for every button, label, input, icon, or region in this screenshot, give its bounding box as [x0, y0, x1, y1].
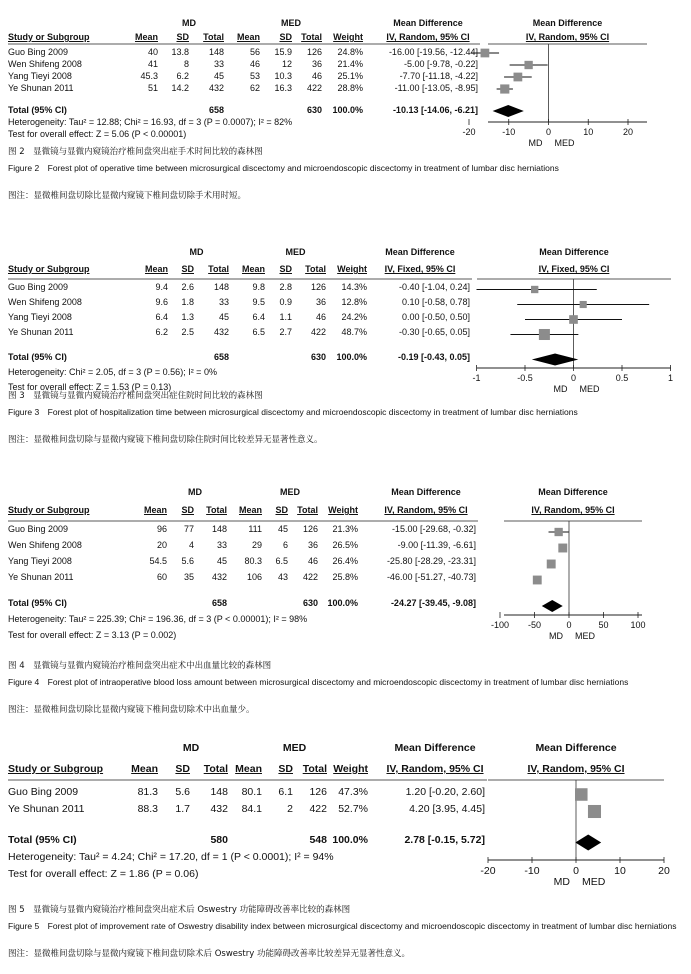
total-label: Total (95% CI)	[8, 834, 77, 846]
study-marker	[575, 788, 588, 801]
md-sd-value: 6.2	[176, 71, 189, 81]
axis-favours-med: MED	[582, 876, 606, 888]
axis-favours-md: MD	[553, 876, 570, 888]
med-sd-value: 12	[281, 59, 292, 69]
weight-value: 25.8%	[332, 572, 358, 582]
x-tick-label: -20	[462, 127, 476, 137]
med-total-value: 422	[309, 803, 327, 815]
med-mean-value: 9.8	[252, 282, 265, 292]
med-sd-value: 2.7	[279, 327, 292, 337]
md-total-value: 148	[211, 524, 227, 534]
axis-favours-med: MED	[575, 631, 595, 641]
med-sd-value: 2	[287, 803, 293, 815]
md-sd-value: 2.6	[181, 282, 194, 292]
total-label: Total (95% CI)	[8, 105, 67, 115]
study-column-header: Study or Subgroup	[8, 763, 104, 775]
axis-favours-md: MD	[549, 631, 563, 641]
md-group-header: MD	[182, 18, 196, 28]
med-total-header: Total	[302, 763, 327, 775]
md-mean-value: 40	[147, 47, 158, 57]
x-tick-label: -0.5	[517, 373, 533, 383]
study-column-header: Study or Subgroup	[8, 505, 90, 515]
med-total-sum: 548	[309, 834, 327, 846]
x-tick-label: 0	[566, 620, 572, 630]
med-mean-header: Mean	[238, 505, 262, 515]
md-total-value: 45	[218, 312, 229, 322]
x-tick-label: 20	[658, 865, 670, 877]
overall-diamond	[575, 835, 601, 851]
med-mean-header: Mean	[241, 264, 265, 274]
md-mean-value: 54.5	[149, 556, 167, 566]
weight-value: 12.8%	[341, 297, 367, 307]
weight-value: 25.1%	[337, 71, 363, 81]
med-sd-value: 43	[277, 572, 288, 582]
method-header: IV, Random, 95% CI	[386, 763, 484, 775]
x-tick-label: -100	[490, 620, 509, 630]
axis-favours-md: MD	[528, 138, 543, 148]
ci-value: 4.20 [3.95, 4.45]	[409, 803, 485, 815]
x-tick-label: 50	[598, 620, 609, 630]
total-ci: 2.78 [-0.15, 5.72]	[404, 834, 485, 846]
plot-method-header: IV, Random, 95% CI	[527, 763, 625, 775]
med-total-value: 126	[306, 47, 322, 57]
md-sd-value: 14.2	[171, 83, 189, 93]
plot-mean-difference-header: Mean Difference	[535, 742, 617, 754]
plot-method-header: IV, Random, 95% CI	[525, 32, 610, 42]
med-mean-value: 6.5	[252, 327, 265, 337]
med-total-value: 422	[306, 83, 322, 93]
med-total-header: Total	[297, 505, 318, 515]
md-total-value: 33	[213, 59, 224, 69]
med-group-header: MED	[280, 487, 300, 497]
weight-value: 28.8%	[337, 83, 363, 93]
axis-favours-med: MED	[579, 384, 600, 394]
md-total-value: 45	[216, 556, 227, 566]
med-total-value: 36	[311, 59, 322, 69]
md-sd-value: 1.3	[181, 312, 194, 322]
plot-mean-difference-header: Mean Difference	[538, 487, 608, 497]
md-total-sum: 580	[210, 834, 228, 846]
study-name: Ye Shunan 2011	[8, 327, 74, 337]
weight-value: 21.3%	[332, 524, 358, 534]
total-ci: -10.13 [-14.06, -6.21]	[392, 105, 478, 115]
x-tick-label: -20	[480, 865, 496, 877]
md-sd-header: SD	[181, 264, 194, 274]
md-total-sum: 658	[211, 598, 227, 608]
md-sd-value: 5.6	[181, 556, 194, 566]
md-total-value: 33	[216, 540, 227, 550]
heterogeneity-text: Heterogeneity: Chi² = 2.05, df = 3 (P = 0.56); I² = 0%	[8, 367, 217, 377]
weight-value: 24.2%	[341, 312, 367, 322]
med-sd-value: 1.1	[279, 312, 292, 322]
med-mean-value: 9.5	[252, 297, 265, 307]
study-name: Ye Shunan 2011	[8, 572, 74, 582]
study-name: Guo Bing 2009	[8, 786, 79, 798]
figure-caption-zh: 图 4 显微镜与显微内窥镜治疗椎间盘突出症术中出血量比较的森林图	[8, 661, 272, 671]
x-tick-label: 0	[545, 127, 551, 137]
med-total-value: 46	[315, 312, 326, 322]
figure-note-zh: 图注：显微椎间盘切除比显微内窥镜下椎间盘切除手术用时短。	[8, 191, 247, 201]
med-total-sum: 630	[306, 105, 322, 115]
figure-note-zh: 图注：显微椎间盘切除与显微内窥镜下椎间盘切除术后 Oswestry 功能障碍改善率比较差异无显著性意义。	[8, 949, 410, 959]
study-name: Ye Shunan 2011	[8, 83, 74, 93]
study-column-header: Study or Subgroup	[8, 32, 90, 42]
md-total-header: Total	[203, 763, 228, 775]
med-mean-value: 106	[246, 572, 262, 582]
md-sd-header: SD	[175, 763, 190, 775]
md-sd-value: 1.7	[175, 803, 190, 815]
med-total-header: Total	[301, 32, 322, 42]
study-name: Guo Bing 2009	[8, 282, 69, 292]
total-label: Total (95% CI)	[8, 598, 67, 608]
med-mean-value: 6.4	[252, 312, 265, 322]
med-sd-value: 10.3	[274, 71, 292, 81]
med-sd-value: 6.1	[278, 786, 293, 798]
total-label: Total (95% CI)	[8, 352, 67, 362]
heterogeneity-text: Heterogeneity: Tau² = 4.24; Chi² = 17.20, df = 1 (P < 0.0001); I² = 94%	[8, 851, 334, 863]
weight-value: 52.7%	[338, 803, 368, 815]
med-mean-value: 111	[248, 524, 262, 534]
md-total-value: 432	[213, 327, 229, 337]
med-mean-value: 53	[249, 71, 260, 81]
md-total-value: 148	[213, 282, 229, 292]
x-tick-label: 100	[630, 620, 646, 630]
study-name: Wen Shifeng 2008	[8, 59, 82, 69]
axis-favours-md: MD	[553, 384, 568, 394]
figure-caption-en: Figure 4 Forest plot of intraoperative blood loss amount between microsurgical discectomy and microendoscopic discectomy in treatment of lumbar disc herniations	[8, 677, 629, 687]
md-group-header: MD	[188, 487, 202, 497]
md-total-value: 432	[208, 83, 224, 93]
med-total-header: Total	[305, 264, 326, 274]
study-name: Yang Tieyi 2008	[8, 556, 72, 566]
x-tick-label: 10	[614, 865, 626, 877]
axis-favours-med: MED	[554, 138, 575, 148]
x-tick-label: 10	[583, 127, 594, 137]
figure-note-zh: 图注：显微椎间盘切除比显微内窥镜下椎间盘切除术中出血量少。	[8, 705, 255, 715]
heterogeneity-text: Heterogeneity: Tau² = 12.88; Chi² = 16.93, df = 3 (P = 0.0007); I² = 82%	[8, 117, 293, 127]
md-total-sum: 658	[208, 105, 224, 115]
heterogeneity-text: Heterogeneity: Tau² = 225.39; Chi² = 196.36, df = 3 (P < 0.00001); I² = 98%	[8, 614, 308, 624]
med-total-value: 422	[302, 572, 318, 582]
mean-difference-header: Mean Difference	[394, 742, 476, 754]
md-total-value: 45	[213, 71, 224, 81]
total-ci: -24.27 [-39.45, -9.08]	[390, 598, 476, 608]
x-tick-label: 0.5	[615, 373, 629, 383]
md-sd-value: 8	[183, 59, 189, 69]
md-total-sum: 658	[213, 352, 229, 362]
md-mean-value: 96	[156, 524, 167, 534]
md-sd-value: 4	[188, 540, 194, 550]
med-group-header: MED	[282, 742, 307, 754]
weight-value: 26.4%	[332, 556, 358, 566]
md-total-value: 33	[218, 297, 229, 307]
md-mean-header: Mean	[143, 505, 167, 515]
weight-header: Weight	[333, 763, 368, 775]
med-total-value: 36	[307, 540, 318, 550]
md-sd-value: 2.5	[181, 327, 194, 337]
total-weight: 100.0%	[327, 598, 358, 608]
med-total-sum: 630	[310, 352, 326, 362]
ci-value: -15.00 [-29.68, -0.32]	[391, 524, 476, 534]
med-mean-value: 84.1	[241, 803, 262, 815]
ci-value: 1.20 [-0.20, 2.60]	[405, 786, 485, 798]
med-sd-value: 16.3	[274, 83, 292, 93]
method-header: IV, Fixed, 95% CI	[384, 264, 456, 274]
md-mean-value: 6.2	[155, 327, 168, 337]
study-marker	[588, 805, 601, 818]
med-total-value: 126	[302, 524, 318, 534]
ci-value: -9.00 [-11.39, -6.61]	[397, 540, 476, 550]
med-sd-value: 45	[277, 524, 288, 534]
total-weight: 100.0%	[332, 105, 363, 115]
overall-effect-text: Test for overall effect: Z = 1.53 (P = 0.13)	[8, 382, 172, 392]
study-name: Wen Shifeng 2008	[8, 540, 82, 550]
med-mean-value: 29	[251, 540, 262, 550]
x-tick-label: 0	[570, 373, 576, 383]
md-group-header: MD	[182, 742, 200, 754]
med-total-value: 36	[315, 297, 326, 307]
med-total-value: 46	[311, 71, 322, 81]
study-name: Guo Bing 2009	[8, 47, 69, 57]
study-name: Ye Shunan 2011	[8, 803, 85, 815]
total-weight: 100.0%	[332, 834, 368, 846]
figure-caption-en: Figure 3 Forest plot of hospitalization time between microsurgical discectomy and microendoscopic discectomy in treatment of lumbar disc herniations	[8, 407, 578, 417]
med-sd-header: SD	[278, 763, 293, 775]
figure-caption-zh: 图 5 显微镜与显微内窥镜治疗椎间盘突出症术后 Oswestry 功能障碍改善率比较的森林图	[8, 905, 351, 915]
plot-mean-difference-header: Mean Difference	[539, 247, 609, 257]
med-sd-value: 6	[282, 540, 288, 550]
md-mean-header: Mean	[131, 763, 158, 775]
med-sd-header: SD	[275, 505, 288, 515]
md-mean-value: 88.3	[137, 803, 158, 815]
figure-caption-zh: 图 2 显微镜与显微内窥镜治疗椎间盘突出症手术时间比较的森林图	[8, 147, 263, 157]
md-sd-value: 35	[183, 572, 194, 582]
med-total-sum: 630	[302, 598, 318, 608]
weight-value: 14.3%	[341, 282, 367, 292]
med-mean-value: 80.3	[244, 556, 262, 566]
md-total-value: 148	[208, 47, 224, 57]
med-group-header: MED	[285, 247, 306, 257]
method-header: IV, Random, 95% CI	[386, 32, 470, 42]
ci-value: -11.00 [-13.05, -8.95]	[394, 83, 478, 93]
md-mean-value: 9.6	[155, 297, 168, 307]
med-mean-value: 62	[249, 83, 260, 93]
md-mean-header: Mean	[134, 32, 158, 42]
weight-header: Weight	[328, 505, 358, 515]
md-mean-value: 51	[147, 83, 158, 93]
figure-caption-en: Figure 2 Forest plot of operative time between microsurgical discectomy and microendoscopic discectomy in treatment of lumbar disc herniations	[8, 163, 559, 173]
x-tick-label: -1	[472, 373, 481, 383]
md-sd-header: SD	[181, 505, 194, 515]
md-sd-value: 5.6	[175, 786, 190, 798]
ci-value: 0.10 [-0.58, 0.78]	[401, 297, 470, 307]
med-total-value: 126	[310, 282, 326, 292]
md-mean-header: Mean	[144, 264, 168, 274]
ci-value: -25.80 [-28.29, -23.31]	[386, 556, 476, 566]
plot-method-header: IV, Fixed, 95% CI	[538, 264, 610, 274]
md-group-header: MD	[189, 247, 204, 257]
med-mean-value: 56	[249, 47, 260, 57]
ci-value: -0.40 [-1.04, 0.24]	[398, 282, 470, 292]
md-total-header: Total	[206, 505, 227, 515]
md-total-value: 432	[211, 572, 227, 582]
md-mean-value: 41	[147, 59, 158, 69]
overall-effect-text: Test for overall effect: Z = 1.86 (P = 0.06)	[8, 868, 199, 880]
study-name: Wen Shifeng 2008	[8, 297, 82, 307]
weight-value: 21.4%	[337, 59, 363, 69]
ci-value: -0.30 [-0.65, 0.05]	[398, 327, 470, 337]
med-total-value: 126	[309, 786, 327, 798]
weight-header: Weight	[337, 264, 367, 274]
study-name: Guo Bing 2009	[8, 524, 69, 534]
med-mean-value: 46	[249, 59, 260, 69]
md-mean-value: 45.3	[140, 71, 158, 81]
method-header: IV, Random, 95% CI	[384, 505, 468, 515]
x-tick-label: -10	[524, 865, 540, 877]
weight-value: 48.7%	[341, 327, 367, 337]
md-mean-value: 60	[156, 572, 167, 582]
ci-value: -16.00 [-19.56, -12.44]	[388, 47, 478, 57]
med-mean-value: 80.1	[241, 786, 262, 798]
med-sd-value: 2.8	[279, 282, 292, 292]
weight-value: 24.8%	[337, 47, 363, 57]
x-tick-label: 1	[667, 373, 673, 383]
md-mean-value: 81.3	[137, 786, 158, 798]
total-weight: 100.0%	[336, 352, 367, 362]
ci-value: -7.70 [-11.18, -4.22]	[399, 71, 478, 81]
med-group-header: MED	[281, 18, 301, 28]
md-total-header: Total	[203, 32, 224, 42]
md-total-value: 148	[210, 786, 228, 798]
mean-difference-header: Mean Difference	[391, 487, 461, 497]
md-sd-value: 1.8	[181, 297, 194, 307]
md-total-header: Total	[208, 264, 229, 274]
md-mean-value: 9.4	[155, 282, 168, 292]
x-tick-label: 0	[573, 865, 579, 877]
overall-effect-text: Test for overall effect: Z = 5.06 (P < 0.00001)	[8, 129, 187, 139]
plot-mean-difference-header: Mean Difference	[532, 18, 603, 28]
md-mean-value: 6.4	[155, 312, 168, 322]
md-sd-header: SD	[176, 32, 189, 42]
weight-header: Weight	[333, 32, 363, 42]
med-mean-header: Mean	[235, 763, 262, 775]
x-tick-label: -50	[527, 620, 541, 630]
ci-value: -5.00 [-9.78, -0.22]	[403, 59, 478, 69]
med-sd-header: SD	[279, 264, 292, 274]
med-sd-header: SD	[279, 32, 292, 42]
study-name: Yang Tieyi 2008	[8, 71, 72, 81]
x-tick-label: -10	[502, 127, 516, 137]
study-name: Yang Tieyi 2008	[8, 312, 72, 322]
plot-method-header: IV, Random, 95% CI	[531, 505, 615, 515]
med-sd-value: 6.5	[275, 556, 288, 566]
figure-note-zh: 图注：显微椎间盘切除与显微内窥镜下椎间盘切除住院时间比较差异无显著性意义。	[8, 435, 323, 445]
md-total-value: 432	[210, 803, 228, 815]
med-sd-value: 0.9	[279, 297, 292, 307]
mean-difference-header: Mean Difference	[393, 18, 463, 28]
study-column-header: Study or Subgroup	[8, 264, 90, 274]
mean-difference-header: Mean Difference	[385, 247, 455, 257]
figure-caption-zh: 图 3 显微镜与显微内窥镜治疗椎间盘突出症住院时间比较的森林图	[8, 391, 263, 401]
md-sd-value: 77	[183, 524, 194, 534]
x-tick-label: 20	[622, 127, 633, 137]
med-sd-value: 15.9	[274, 47, 292, 57]
weight-value: 47.3%	[338, 786, 368, 798]
md-sd-value: 13.8	[171, 47, 189, 57]
ci-value: -46.00 [-51.27, -40.73]	[386, 572, 476, 582]
weight-value: 26.5%	[332, 540, 358, 550]
med-mean-header: Mean	[236, 32, 260, 42]
md-mean-value: 20	[156, 540, 167, 550]
figure-caption-en: Figure 5 Forest plot of improvement rate of Oswestry disability index between microsurgical discectomy and microendoscopic discectomy in treatment of lumbar disc herniations	[8, 921, 677, 931]
med-total-value: 422	[310, 327, 326, 337]
total-ci: -0.19 [-0.43, 0.05]	[397, 352, 470, 362]
overall-effect-text: Test for overall effect: Z = 3.13 (P = 0.002)	[8, 630, 177, 640]
ci-value: 0.00 [-0.50, 0.50]	[401, 312, 470, 322]
med-total-value: 46	[307, 556, 318, 566]
